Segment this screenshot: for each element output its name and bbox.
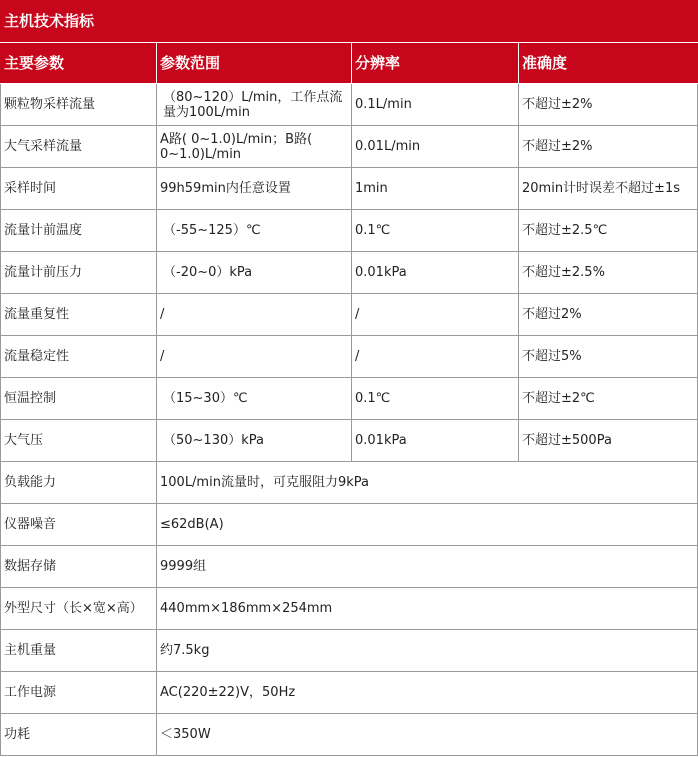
param-cell: 采样时间 bbox=[1, 168, 157, 210]
table-row bbox=[1, 168, 698, 210]
param-cell: 仪器噪音 bbox=[1, 504, 157, 546]
accuracy-cell: 不超过±2% bbox=[519, 126, 698, 168]
accuracy-cell: 不超过±2℃ bbox=[519, 378, 698, 420]
header-resolution: 分辨率 bbox=[352, 43, 519, 84]
table-row bbox=[1, 126, 698, 168]
table-row bbox=[1, 252, 698, 294]
resolution-cell: / bbox=[352, 336, 519, 378]
table-title: 主机技术指标 bbox=[1, 1, 698, 43]
resolution-cell: / bbox=[352, 294, 519, 336]
value-cell: 约7.5kg bbox=[157, 630, 698, 672]
table-row bbox=[1, 672, 698, 714]
header-range: 参数范围 bbox=[157, 43, 352, 84]
resolution-cell: 0.01kPa bbox=[352, 252, 519, 294]
table-row bbox=[1, 588, 698, 630]
param-cell: 功耗 bbox=[1, 714, 157, 756]
param-cell: 流量重复性 bbox=[1, 294, 157, 336]
title-row bbox=[1, 1, 698, 43]
accuracy-cell: 不超过5% bbox=[519, 336, 698, 378]
param-cell: 流量计前压力 bbox=[1, 252, 157, 294]
table-row bbox=[1, 84, 698, 126]
accuracy-cell: 不超过±500Pa bbox=[519, 420, 698, 462]
range-cell: （-20~0）kPa bbox=[157, 252, 352, 294]
range-cell: 99h59min内任意设置 bbox=[157, 168, 352, 210]
resolution-cell: 0.1℃ bbox=[352, 378, 519, 420]
range-cell: （15~30）℃ bbox=[157, 378, 352, 420]
param-cell: 工作电源 bbox=[1, 672, 157, 714]
resolution-cell: 0.01L/min bbox=[352, 126, 519, 168]
range-cell: （50~130）kPa bbox=[157, 420, 352, 462]
param-cell: 大气压 bbox=[1, 420, 157, 462]
header-param: 主要参数 bbox=[1, 43, 157, 84]
param-cell: 数据存储 bbox=[1, 546, 157, 588]
range-cell: （-55~125）℃ bbox=[157, 210, 352, 252]
value-cell: 440mm×186mm×254mm bbox=[157, 588, 698, 630]
resolution-cell: 0.01kPa bbox=[352, 420, 519, 462]
range-cell: （80~120）L/min，工作点流量为100L/min bbox=[157, 84, 352, 126]
value-cell: 100L/min流量时，可克服阻力9kPa bbox=[157, 462, 698, 504]
resolution-cell: 1min bbox=[352, 168, 519, 210]
value-cell: 9999组 bbox=[157, 546, 698, 588]
accuracy-cell: 20min计时误差不超过±1s bbox=[519, 168, 698, 210]
param-cell: 流量稳定性 bbox=[1, 336, 157, 378]
param-cell: 颗粒物采样流量 bbox=[1, 84, 157, 126]
table-row bbox=[1, 210, 698, 252]
accuracy-cell: 不超过±2.5% bbox=[519, 252, 698, 294]
accuracy-cell: 不超过±2.5℃ bbox=[519, 210, 698, 252]
param-cell: 负载能力 bbox=[1, 462, 157, 504]
table-row bbox=[1, 546, 698, 588]
param-cell: 恒温控制 bbox=[1, 378, 157, 420]
param-cell: 流量计前温度 bbox=[1, 210, 157, 252]
table-row bbox=[1, 336, 698, 378]
header-accuracy: 准确度 bbox=[519, 43, 698, 84]
resolution-cell: 0.1℃ bbox=[352, 210, 519, 252]
table-row bbox=[1, 714, 698, 756]
value-cell: AC(220±22)V，50Hz bbox=[157, 672, 698, 714]
resolution-cell: 0.1L/min bbox=[352, 84, 519, 126]
range-cell: / bbox=[157, 294, 352, 336]
table-row bbox=[1, 378, 698, 420]
range-cell: A路( 0~1.0)L/min；B路( 0~1.0)L/min bbox=[157, 126, 352, 168]
value-cell: ≤62dB(A) bbox=[157, 504, 698, 546]
value-cell: ＜350W bbox=[157, 714, 698, 756]
table-row bbox=[1, 630, 698, 672]
param-cell: 外型尺寸（长×宽×高） bbox=[1, 588, 157, 630]
accuracy-cell: 不超过±2% bbox=[519, 84, 698, 126]
param-cell: 主机重量 bbox=[1, 630, 157, 672]
header-row bbox=[1, 43, 698, 84]
accuracy-cell: 不超过2% bbox=[519, 294, 698, 336]
table-row bbox=[1, 462, 698, 504]
range-cell: / bbox=[157, 336, 352, 378]
table-row bbox=[1, 504, 698, 546]
table-row bbox=[1, 420, 698, 462]
param-cell: 大气采样流量 bbox=[1, 126, 157, 168]
table-row bbox=[1, 294, 698, 336]
